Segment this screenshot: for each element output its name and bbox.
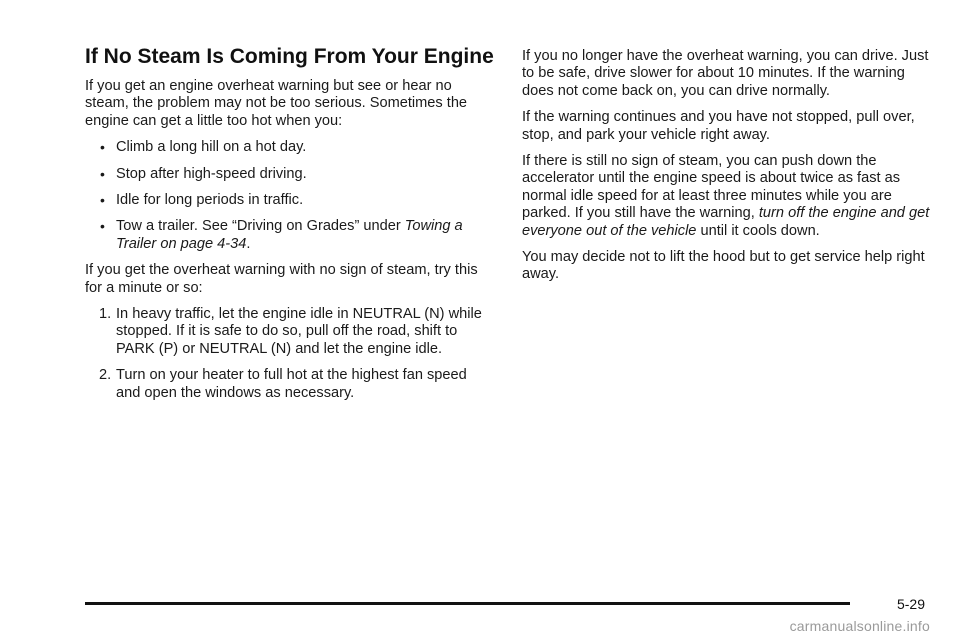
- step-item: [85, 367, 495, 402]
- condition-list: [85, 139, 495, 253]
- lead-paragraph: If you get the overheat warning with no sign of steam, try this for a minute or so:: [85, 262, 478, 296]
- left-column: [85, 44, 495, 411]
- paragraph-warning-continues: If the warning continues and you have not stopped, pull over, stop, and park your vehicle right away.: [522, 109, 915, 143]
- intro-paragraph: If you get an engine overheat warning but see or hear no steam, the problem may not be too serious. Sometimes the engine can get a little too hot when you:: [85, 78, 468, 129]
- list-item-text: Tow a trailer. See “Driving on Grades” under: [116, 218, 405, 235]
- bullet-icon: •: [100, 165, 105, 182]
- step-item: [85, 306, 495, 358]
- step-text: In heavy traffic, let the engine idle in NEUTRAL (N) while stopped. If it is safe to do so, pull off the road, shift to PARK (P) or NEUTRAL (N) and let the engine idle.: [116, 306, 482, 357]
- list-item: [85, 218, 495, 253]
- list-item-text: Stop after high-speed driving.: [116, 165, 307, 182]
- step-text: Turn on your heater to full hot at the highest fan speed and open the windows as necessary.: [116, 367, 467, 401]
- list-item: [85, 166, 495, 183]
- section-heading: If No Steam Is Coming From Your Engine: [85, 45, 494, 68]
- paragraph-text-tail: until it cools down.: [696, 222, 820, 239]
- emphasis-text: turn off the engine and get everyone out of the vehicle: [522, 205, 930, 239]
- list-item-tail: .: [246, 235, 251, 252]
- watermark: carmanualsonline.info: [789, 618, 930, 634]
- page-number: 5-29: [896, 596, 925, 612]
- list-item: [85, 192, 495, 209]
- list-item: [85, 139, 495, 156]
- list-item-text: Idle for long periods in traffic.: [116, 192, 304, 209]
- step-number: 2.: [99, 367, 112, 384]
- paragraph-service: You may decide not to lift the hood but to get service help right away.: [522, 249, 925, 283]
- bullet-icon: •: [100, 192, 105, 209]
- paragraph-text: If there is still no sign of steam, you can push down the accelerator until the engine speed is about twice as fast as normal idle speed for at least three minutes while you are parked. If you still have the warning,: [522, 153, 901, 222]
- right-column: [522, 48, 932, 293]
- paragraph-no-warning: If you no longer have the overheat warning, you can drive. Just to be safe, drive slower for about 10 minutes. If the warning does not come back on, you can drive normally.: [522, 48, 929, 99]
- cross-reference-link[interactable]: Towing a Trailer on page 4-34: [116, 218, 463, 252]
- bullet-icon: •: [100, 139, 105, 156]
- paragraph-no-steam: [522, 153, 932, 240]
- steps-list: [85, 306, 495, 402]
- step-number: 1.: [99, 306, 112, 323]
- list-item-text: Climb a long hill on a hot day.: [116, 139, 307, 156]
- bullet-icon: •: [100, 218, 105, 235]
- footer-rule: [85, 602, 850, 605]
